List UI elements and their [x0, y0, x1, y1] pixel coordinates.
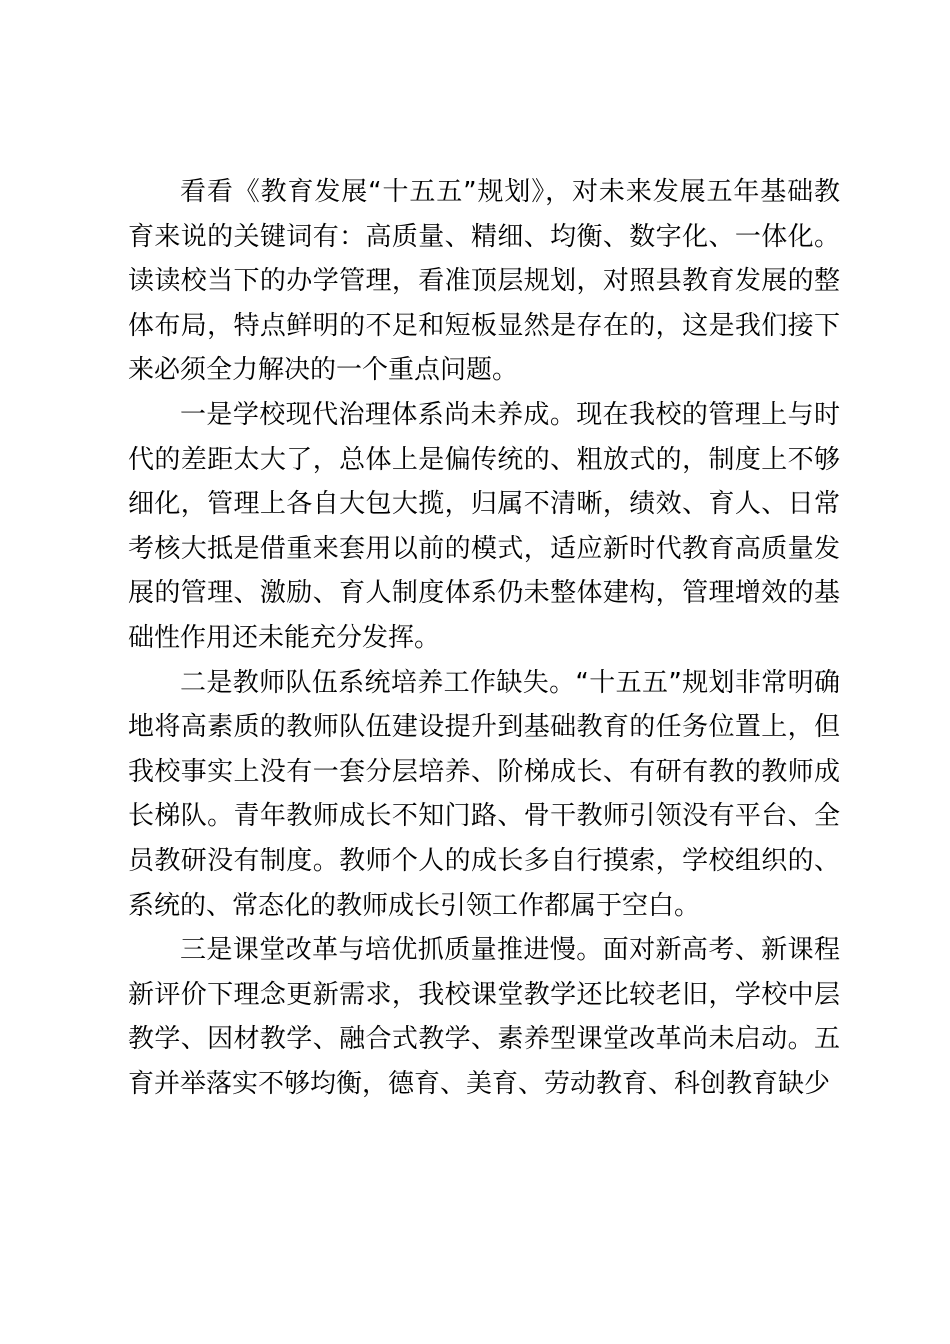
paragraph-governance-system: 一是学校现代治理体系尚未养成。现在我校的管理上与时代的差距太大了，总体上是偏传统的、粗放式的，制度上不够细化，管理上各自大包大揽，归属不清晰，绩效、育人、日常考核大抵是借重来套用以前的模式，适应新时代教育高质量发展的管理、激励、育人制度体系仍未整体建构，管理增效的基础性作用还未能充分发挥。 — [128, 399, 840, 653]
paragraph-planning-overview: 看看《教育发展“十五五”规划》，对未来发展五年基础教育来说的关键词有：高质量、精细、均衡、数字化、一体化。读读校当下的办学管理，看准顶层规划，对照县教育发展的整体布局，特点鲜明的不足和短板显然是存在的，这是我们接下来必须全力解决的一个重点问题。 — [128, 177, 840, 386]
document-body — [128, 170, 840, 1106]
paragraph-teacher-training: 二是教师队伍系统培养工作缺失。“十五五”规划非常明确地将高素质的教师队伍建设提升到基础教育的任务位置上，但我校事实上没有一套分层培养、阶梯成长、有研有教的教师成长梯队。青年教师成长不知门路、骨干教师引领没有平台、全员教研没有制度。教师个人的成长多自行摸索，学校组织的、系统的、常态化的教师成长引领工作都属于空白。 — [128, 667, 840, 921]
paragraph-classroom-reform: 三是课堂改革与培优抓质量推进慢。面对新高考、新课程新评价下理念更新需求，我校课堂教学还比较老旧，学校中层教学、因材教学、融合式教学、素养型课堂改革尚未启动。五育并举落实不够均衡，德育、美育、劳动教育、科创教育缺少 — [128, 935, 840, 1099]
